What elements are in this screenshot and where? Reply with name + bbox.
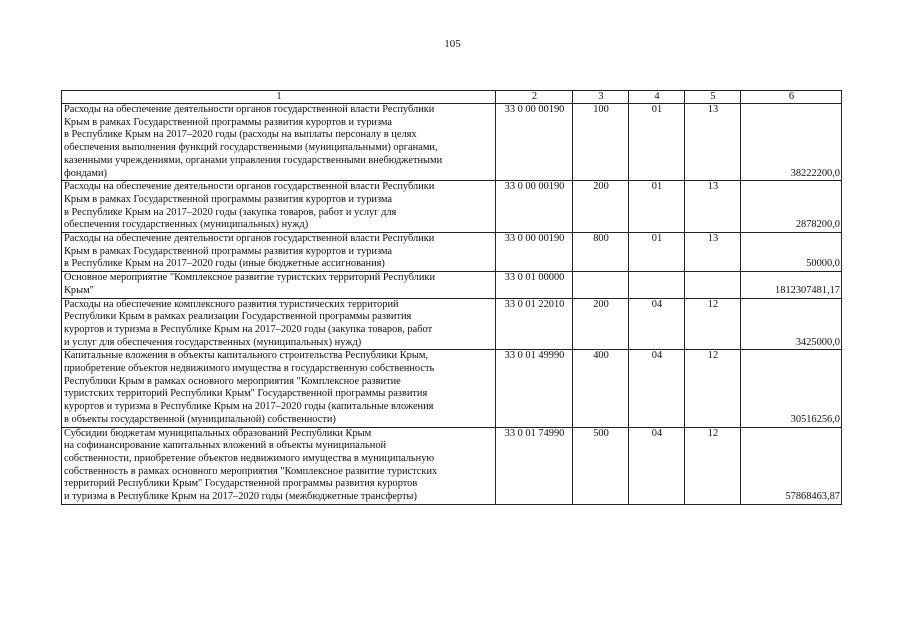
description-line: Расходы на обеспечение деятельности органов государственной власти Республики xyxy=(64,233,435,245)
budget-table xyxy=(61,90,842,505)
row-description xyxy=(62,427,496,504)
expense-type xyxy=(573,272,629,298)
row-description xyxy=(62,298,496,350)
subsection-code: 13 xyxy=(685,104,741,181)
expense-type: 200 xyxy=(573,181,629,233)
description-line: приобретение объектов недвижимого имущества в государственную собственность xyxy=(64,363,435,375)
section-code: 04 xyxy=(629,350,685,427)
subsection-code: 12 xyxy=(685,427,741,504)
expense-type: 400 xyxy=(573,350,629,427)
subsection-code: 13 xyxy=(685,233,741,272)
column-header-description: 1 xyxy=(62,91,496,104)
description-line: Республики Крым в рамках основного мероприятия "Комплексное развитие xyxy=(64,375,401,387)
description-line: Основное мероприятие "Комплексное развитие туристских территорий Республики xyxy=(64,272,436,284)
description-line: Капитальные вложения в объекты капитального строительства Республики Крым, xyxy=(64,350,428,362)
table-row xyxy=(62,298,842,350)
description-line: Расходы на обеспечение деятельности органов государственной власти Республики xyxy=(64,104,435,115)
column-header-section: 4 xyxy=(629,91,685,104)
subsection-code xyxy=(685,272,741,298)
section-code: 01 xyxy=(629,233,685,272)
target-code: 33 0 01 22010 xyxy=(496,298,573,350)
amount: 57868463,87 xyxy=(741,427,842,504)
table-row xyxy=(62,427,842,504)
description-line: Крым в рамках Государственной программы развития курортов и туризма xyxy=(64,193,393,205)
amount: 50000,0 xyxy=(741,233,842,272)
description-line: фондами) xyxy=(64,167,107,179)
table-row xyxy=(62,233,842,272)
section-code xyxy=(629,272,685,298)
description-line: курортов и туризма в Республике Крым на 2017–2020 годы (закупка товаров, работ xyxy=(64,323,433,335)
header-row xyxy=(62,91,842,104)
description-line: туристских территорий Республики Крым" Государственной программы развития xyxy=(64,388,428,400)
description-line: курортов и туризма в Республике Крым на 2017–2020 годы (капитальные вложения xyxy=(64,401,434,413)
description-line: территорий Республики Крым" Государственной программы развития курортов xyxy=(64,478,418,490)
expense-type: 100 xyxy=(573,104,629,181)
column-header-expense-type: 3 xyxy=(573,91,629,104)
expense-type: 200 xyxy=(573,298,629,350)
row-description xyxy=(62,181,496,233)
target-code: 33 0 01 74990 xyxy=(496,427,573,504)
description-line: казенными учреждениями, органами управления государственными внебюджетными xyxy=(64,154,443,166)
description-line: и туризма в Республике Крым на 2017–2020 годы (межбюджетные трансферты) xyxy=(64,491,417,503)
description-line: Республики Крым в рамках реализации Государственной программы развития xyxy=(64,311,412,323)
description-line: Субсидии бюджетам муниципальных образований Республики Крым xyxy=(64,427,372,439)
description-line: собственность в рамках основного мероприятия "Комплексное развитие туристских xyxy=(64,465,438,477)
section-code: 01 xyxy=(629,104,685,181)
amount: 38222200,0 xyxy=(741,104,842,181)
expense-type: 800 xyxy=(573,233,629,272)
amount: 1812307481,17 xyxy=(741,272,842,298)
description-line: Расходы на обеспечение деятельности органов государственной власти Республики xyxy=(64,181,435,193)
description-line: на софинансирование капитальных вложений в объекты муниципальной xyxy=(64,440,387,452)
description-line: Крым в рамках Государственной программы развития курортов и туризма xyxy=(64,116,393,128)
description-line: в Республике Крым на 2017–2020 годы (иные бюджетные ассигнования) xyxy=(64,258,385,270)
description-line: в Республике Крым на 2017–2020 годы (расходы на выплаты персоналу в целях xyxy=(64,129,417,141)
table-row xyxy=(62,350,842,427)
description-line: Крым в рамках Государственной программы развития курортов и туризма xyxy=(64,245,393,257)
description-line: Крым" xyxy=(64,284,94,296)
description-line: собственности, приобретение объектов недвижимого имущества в муниципальную xyxy=(64,452,435,464)
row-description xyxy=(62,350,496,427)
target-code: 33 0 01 49990 xyxy=(496,350,573,427)
row-description xyxy=(62,104,496,181)
row-description xyxy=(62,233,496,272)
subsection-code: 12 xyxy=(685,298,741,350)
description-line: в Республике Крым на 2017–2020 годы (закупка товаров, работ и услуг для xyxy=(64,206,397,218)
amount: 3425000,0 xyxy=(741,298,842,350)
target-code: 33 0 00 00190 xyxy=(496,233,573,272)
description-line: Расходы на обеспечение комплексного развития туристических территорий xyxy=(64,298,399,310)
subsection-code: 12 xyxy=(685,350,741,427)
table-row xyxy=(62,181,842,233)
page-number: 105 xyxy=(444,38,461,50)
target-code: 33 0 00 00190 xyxy=(496,181,573,233)
subsection-code: 13 xyxy=(685,181,741,233)
table-row xyxy=(62,272,842,298)
description-line: обеспечения выполнения функций государственными (муниципальными) органами, xyxy=(64,142,438,154)
column-header-amount: 6 xyxy=(741,91,842,104)
column-header-subsection: 5 xyxy=(685,91,741,104)
row-description xyxy=(62,272,496,298)
target-code: 33 0 00 00190 xyxy=(496,104,573,181)
description-line: и услуг для обеспечения государственных (муниципальных) нужд) xyxy=(64,336,362,348)
section-code: 01 xyxy=(629,181,685,233)
column-header-target-code: 2 xyxy=(496,91,573,104)
section-code: 04 xyxy=(629,427,685,504)
expense-type: 500 xyxy=(573,427,629,504)
table-row xyxy=(62,104,842,181)
description-line: обеспечения государственных (муниципальных) нужд) xyxy=(64,219,309,231)
amount: 30516256,0 xyxy=(741,350,842,427)
amount: 2878200,0 xyxy=(741,181,842,233)
target-code: 33 0 01 00000 xyxy=(496,272,573,298)
description-line: в объекты государственной (муниципальной) собственности) xyxy=(64,413,336,425)
section-code: 04 xyxy=(629,298,685,350)
